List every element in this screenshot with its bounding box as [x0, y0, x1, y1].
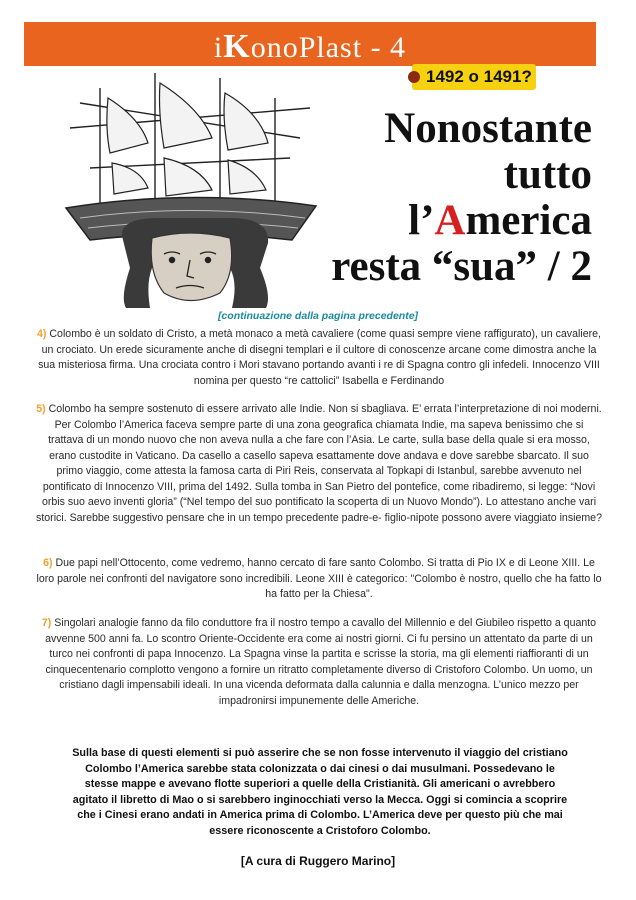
headline-line-3 [262, 198, 592, 244]
title-part-i: i [213, 31, 224, 64]
page-title [24, 28, 596, 66]
badge-bullet-icon [408, 71, 420, 83]
section-text: Colombo è un soldato di Cristo, a metà monaco a metà cavaliere (come quasi sempre viene raffigurato), un cavaliere, un crociato. Un erede sicuramente anche di disegni templari e il cultore di conoscenze arcane come dimostra anche la sua misteriosa firma. Una crociata contro i Mori stavano portando avanti i re di Spagna contro gli infedeli. Innocenzo VIII nomina per questo “re cattolici” Isabella e Ferdinando [38, 328, 601, 387]
section-text: Due papi nell’Ottocento, come vedremo, hanno cercato di fare santo Colombo. Si tratta di Pio IX e di Leone XIII. Le loro parole nei confronti del navigatore sono incredibili. Leone XIII è categorico: "Colombo è nostro, quello che ha fatto lo ha fatto per la Chiesa". [36, 557, 602, 600]
section-number: 5) [36, 403, 46, 415]
year-badge-label: 1492 o 1491? [426, 67, 532, 86]
section-number: 7) [41, 617, 52, 629]
title-banner [24, 22, 596, 66]
section-text: Singolari analogie fanno da filo conduttore fra il nostro tempo a cavallo del Millennio e del Giubileo rispetto a quanto avvenne 500 anni fa. Lo scontro Oriente-Occidente era come ai nostri giorni. Ci fu persino un attentato da parte di un turco nei confronti di papa Innocenzo. La Spagna vinse la partita e scrisse la storia, ma gli elementi riaffioranti di un cinquecentenario complotto vengono a fornire un ritratto completamente diverso di Cristoforo Colombo. Un uomo, un cristiano dagli impensabili ideali. In una vicenda deformata dalla calunnia e dalla menzogna. L’unico mezzo per impadronirsi impunemente delle Americhe. [45, 617, 597, 707]
headline-line-2: tutto [503, 151, 592, 198]
title-part-k: K [223, 28, 251, 65]
headline-accent-letter: A [434, 197, 466, 244]
headline-line-4: resta “sua” / 2 [331, 243, 592, 290]
title-part-rest: onoPlast - 4 [250, 31, 407, 64]
continuation-note: [continuazione dalla pagina precedente] [217, 310, 419, 322]
section-number: 6) [43, 557, 53, 569]
section-5 [36, 402, 602, 526]
headline-line-1: Nonostante [384, 105, 592, 152]
author-signature: [A cura di Ruggero Marino] [240, 854, 396, 868]
section-number: 4) [37, 328, 47, 340]
headline-line-3-start: l’ [408, 197, 435, 244]
section-text: Colombo ha sempre sostenuto di essere arrivato alle Indie. Non si sbagliava. E’ errata l’interpretazione di noi moderni. Per Colombo l’America faceva sempre parte di una zona geografica chiamata Indie, ma sapeva benissimo che si trattava di un mondo nuovo che non aveva nulla a che fare con l’Asia. Le carte, sulla base della quale si era mosso, erano custodite in Vaticano. Da casello a casello sapeva esattamente dove andava e dove sarebbe sbarcato. Il suo primo viaggio, come attesta la famosa carta di Piri Reis, conservata al Topkapi di Istanbul, sarebbe avvenuto nel pontificato di Innocenzo VIII, prima del 1492. Sulla tomba in San Pietro del pontefice, come ribadiremo, si legge: “Novi orbis suo aevo inventi gloria” (“Nel tempo del suo pontificato la scoperta di un Nuovo Mondo”). Lo attestano anche vari storici. Sarebbe suggestivo pensare che in un tempo precedente padre-e- figlio-nipote possono avere viaggiato insieme? [36, 403, 602, 524]
section-4 [36, 327, 602, 389]
closing-paragraph: Sulla base di questi elementi si può asserire che se non fosse intervenuto il viaggio del cristiano Colombo l’America sarebbe stata colonizzata o dai cinesi o dai musulmani. Possedevano le stesse mappe e avevano flotte superiori a quelle della Cristianità. Gli americani o avrebbero agitato il libretto di Mao o si sarebbero inginocchiati verso la Mecca. Oggi si comincia a scoprire che i Cinesi erano andati in America prima di Colombo. L’America deve per questo più che mai essere riconoscente a Cristoforo Colombo. [72, 747, 568, 837]
section-7 [36, 616, 602, 709]
headline [262, 106, 592, 290]
headline-line-3-end: merica [465, 197, 592, 244]
section-6 [36, 556, 602, 603]
